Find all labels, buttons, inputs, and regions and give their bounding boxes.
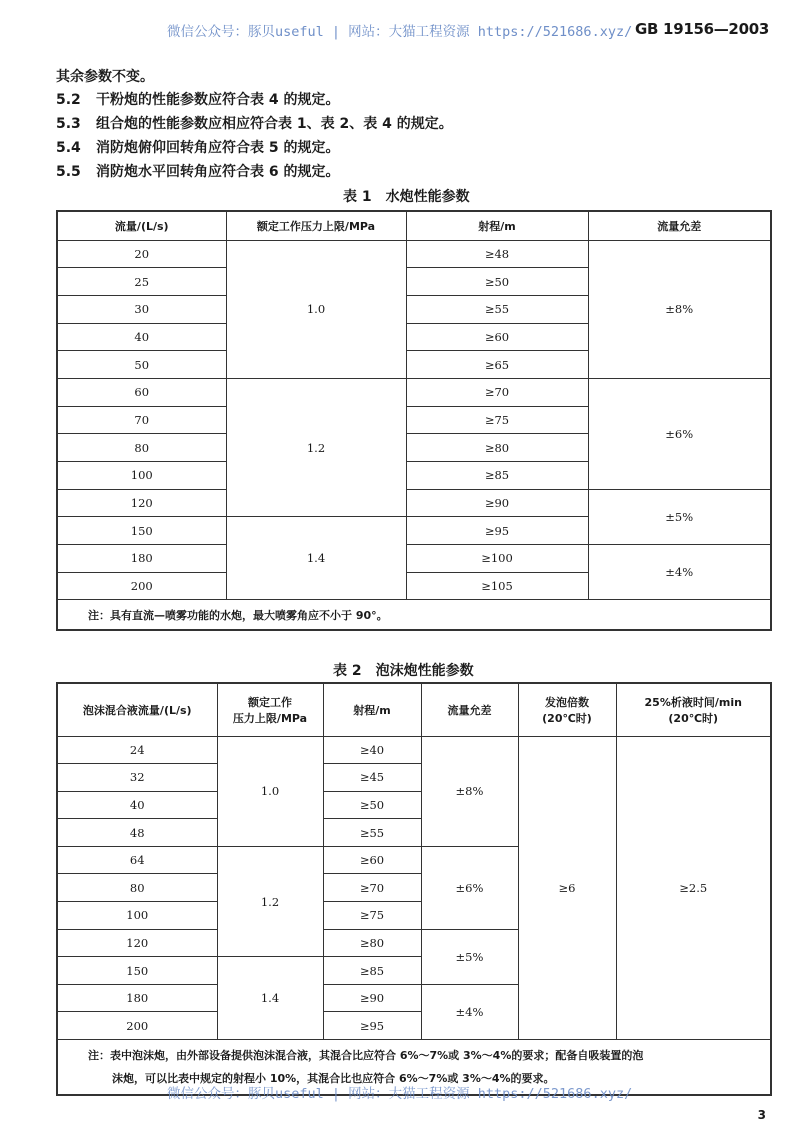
cell-flow: 120 (57, 489, 226, 517)
clause-5-2 (56, 89, 340, 109)
cell-flow: 48 (57, 819, 217, 847)
cell-flow: 200 (57, 572, 226, 600)
watermark-top: 微信公众号：豚贝useful | 网站：大猫工程资源 https://521686.xyz/ (167, 24, 633, 40)
header-foam-flow: 泡沫混合液流量/(L/s) (57, 683, 217, 736)
header-drain-line2: (20℃时) (668, 711, 719, 725)
clause-5-5 (56, 161, 340, 181)
cell-range: ≥40 (323, 736, 421, 764)
clause-5-3 (56, 113, 453, 133)
cell-range: ≥55 (323, 819, 421, 847)
table2-note-line2: 沫炮，可以比表中规定的射程小 10%，其混合比也应符合 6%～7%或 3%～4%的要求。 (112, 1072, 555, 1086)
page-number: 3 (757, 1108, 766, 1122)
cell-flow: 64 (57, 846, 217, 874)
table2-note-line1: 注：表中泡沫炮，由外部设备提供泡沫混合液，其混合比应符合 6%～7%或 3%～4%的要求；配备自吸装置的泡 (88, 1049, 644, 1063)
cell-flow: 50 (57, 351, 226, 379)
cell-pressure: 1.2 (217, 846, 323, 956)
cell-pressure: 1.2 (226, 378, 406, 516)
table-header-row (57, 211, 771, 240)
header-expansion (518, 683, 616, 736)
cell-range: ≥105 (406, 572, 588, 600)
cell-flow: 100 (57, 462, 226, 490)
table1-caption: 表 1 水炮性能参数 (343, 189, 470, 205)
cell-flow: 180 (57, 984, 217, 1012)
cell-tolerance: ±5% (588, 489, 771, 544)
header-range: 射程/m (406, 211, 588, 240)
header-pressure-line1: 额定工作 (248, 695, 292, 709)
cell-tolerance: ±8% (421, 736, 518, 846)
header-tolerance: 流量允差 (588, 211, 771, 240)
cell-pressure: 1.4 (217, 957, 323, 1040)
clause-text: 消防炮俯仰回转角应符合表 5 的规定。 (96, 140, 340, 156)
paragraph-remaining-params: 其余参数不变。 (56, 69, 154, 85)
cell-range: ≥60 (406, 323, 588, 351)
clause-number: 5.4 (56, 140, 81, 156)
header-pressure-line2: 压力上限/MPa (232, 711, 308, 725)
cell-range: ≥90 (406, 489, 588, 517)
cell-flow: 200 (57, 1012, 217, 1040)
cell-tolerance: ±8% (588, 240, 771, 378)
table-water-monitor-params (56, 210, 772, 631)
cell-flow: 24 (57, 736, 217, 764)
clause-number: 5.2 (56, 92, 81, 108)
header-tolerance: 流量允差 (421, 683, 518, 736)
cell-flow: 70 (57, 406, 226, 434)
cell-range: ≥55 (406, 295, 588, 323)
header-range: 射程/m (323, 683, 421, 736)
cell-tolerance: ±6% (588, 378, 771, 489)
cell-pressure: 1.4 (226, 517, 406, 600)
cell-flow: 80 (57, 434, 226, 462)
standard-number: GB 19156—2003 (634, 20, 769, 38)
cell-range: ≥65 (406, 351, 588, 379)
cell-flow: 20 (57, 240, 226, 268)
cell-flow: 60 (57, 378, 226, 406)
clause-text: 干粉炮的性能参数应符合表 4 的规定。 (96, 92, 340, 108)
cell-range: ≥50 (323, 791, 421, 819)
cell-range: ≥70 (406, 378, 588, 406)
table-row (57, 545, 771, 573)
clause-text: 消防炮水平回转角应符合表 6 的规定。 (96, 164, 340, 180)
header-drain-time (616, 683, 771, 736)
header-pressure: 额定工作压力上限/MPa (226, 211, 406, 240)
cell-range: ≥90 (323, 984, 421, 1012)
cell-tolerance: ±6% (421, 846, 518, 929)
cell-range: ≥70 (323, 874, 421, 902)
cell-flow: 80 (57, 874, 217, 902)
cell-tolerance: ±4% (421, 984, 518, 1039)
cell-range: ≥100 (406, 545, 588, 573)
header-expansion-line1: 发泡倍数 (545, 695, 589, 709)
cell-flow: 100 (57, 902, 217, 930)
cell-flow: 40 (57, 323, 226, 351)
cell-flow: 25 (57, 268, 226, 296)
table-row (57, 489, 771, 517)
cell-range: ≥75 (323, 902, 421, 930)
table2-caption: 表 2 泡沫炮性能参数 (333, 663, 474, 679)
table1-note: 注：具有直流—喷雾功能的水炮，最大喷雾角应不小于 90°。 (57, 600, 771, 630)
cell-range: ≥60 (323, 846, 421, 874)
watermark-bottom: 微信公众号：豚贝useful | 网站：大猫工程资源 https://521686.xyz/ (167, 1086, 633, 1102)
clause-number: 5.3 (56, 116, 81, 132)
cell-range: ≥85 (406, 462, 588, 490)
cell-flow: 120 (57, 929, 217, 957)
cell-range: ≥48 (406, 240, 588, 268)
cell-expansion: ≥6 (518, 736, 616, 1040)
cell-tolerance: ±4% (588, 545, 771, 600)
table-row (57, 378, 771, 406)
header-flow: 流量/(L/s) (57, 211, 226, 240)
cell-range: ≥75 (406, 406, 588, 434)
cell-range: ≥85 (323, 957, 421, 985)
cell-drain-time: ≥2.5 (616, 736, 771, 1040)
header-drain-line1: 25%析液时间/min (644, 695, 742, 709)
cell-flow: 30 (57, 295, 226, 323)
cell-flow: 40 (57, 791, 217, 819)
cell-range: ≥50 (406, 268, 588, 296)
table-foam-monitor-params (56, 682, 772, 1096)
cell-range: ≥95 (406, 517, 588, 545)
cell-flow: 150 (57, 957, 217, 985)
table-row (57, 736, 771, 764)
cell-flow: 180 (57, 545, 226, 573)
cell-tolerance: ±5% (421, 929, 518, 984)
table-row (57, 240, 771, 268)
header-expansion-line2: (20℃时) (542, 711, 592, 725)
cell-range: ≥95 (323, 1012, 421, 1040)
cell-range: ≥45 (323, 764, 421, 792)
cell-range: ≥80 (406, 434, 588, 462)
cell-pressure: 1.0 (226, 240, 406, 378)
table-note-row (57, 600, 771, 630)
clause-text: 组合炮的性能参数应相应符合表 1、表 2、表 4 的规定。 (96, 116, 453, 132)
clause-number: 5.5 (56, 164, 81, 180)
cell-flow: 32 (57, 764, 217, 792)
cell-range: ≥80 (323, 929, 421, 957)
cell-flow: 150 (57, 517, 226, 545)
cell-pressure: 1.0 (217, 736, 323, 846)
table-header-row (57, 683, 771, 736)
clause-5-4 (56, 137, 340, 157)
header-pressure (217, 683, 323, 736)
